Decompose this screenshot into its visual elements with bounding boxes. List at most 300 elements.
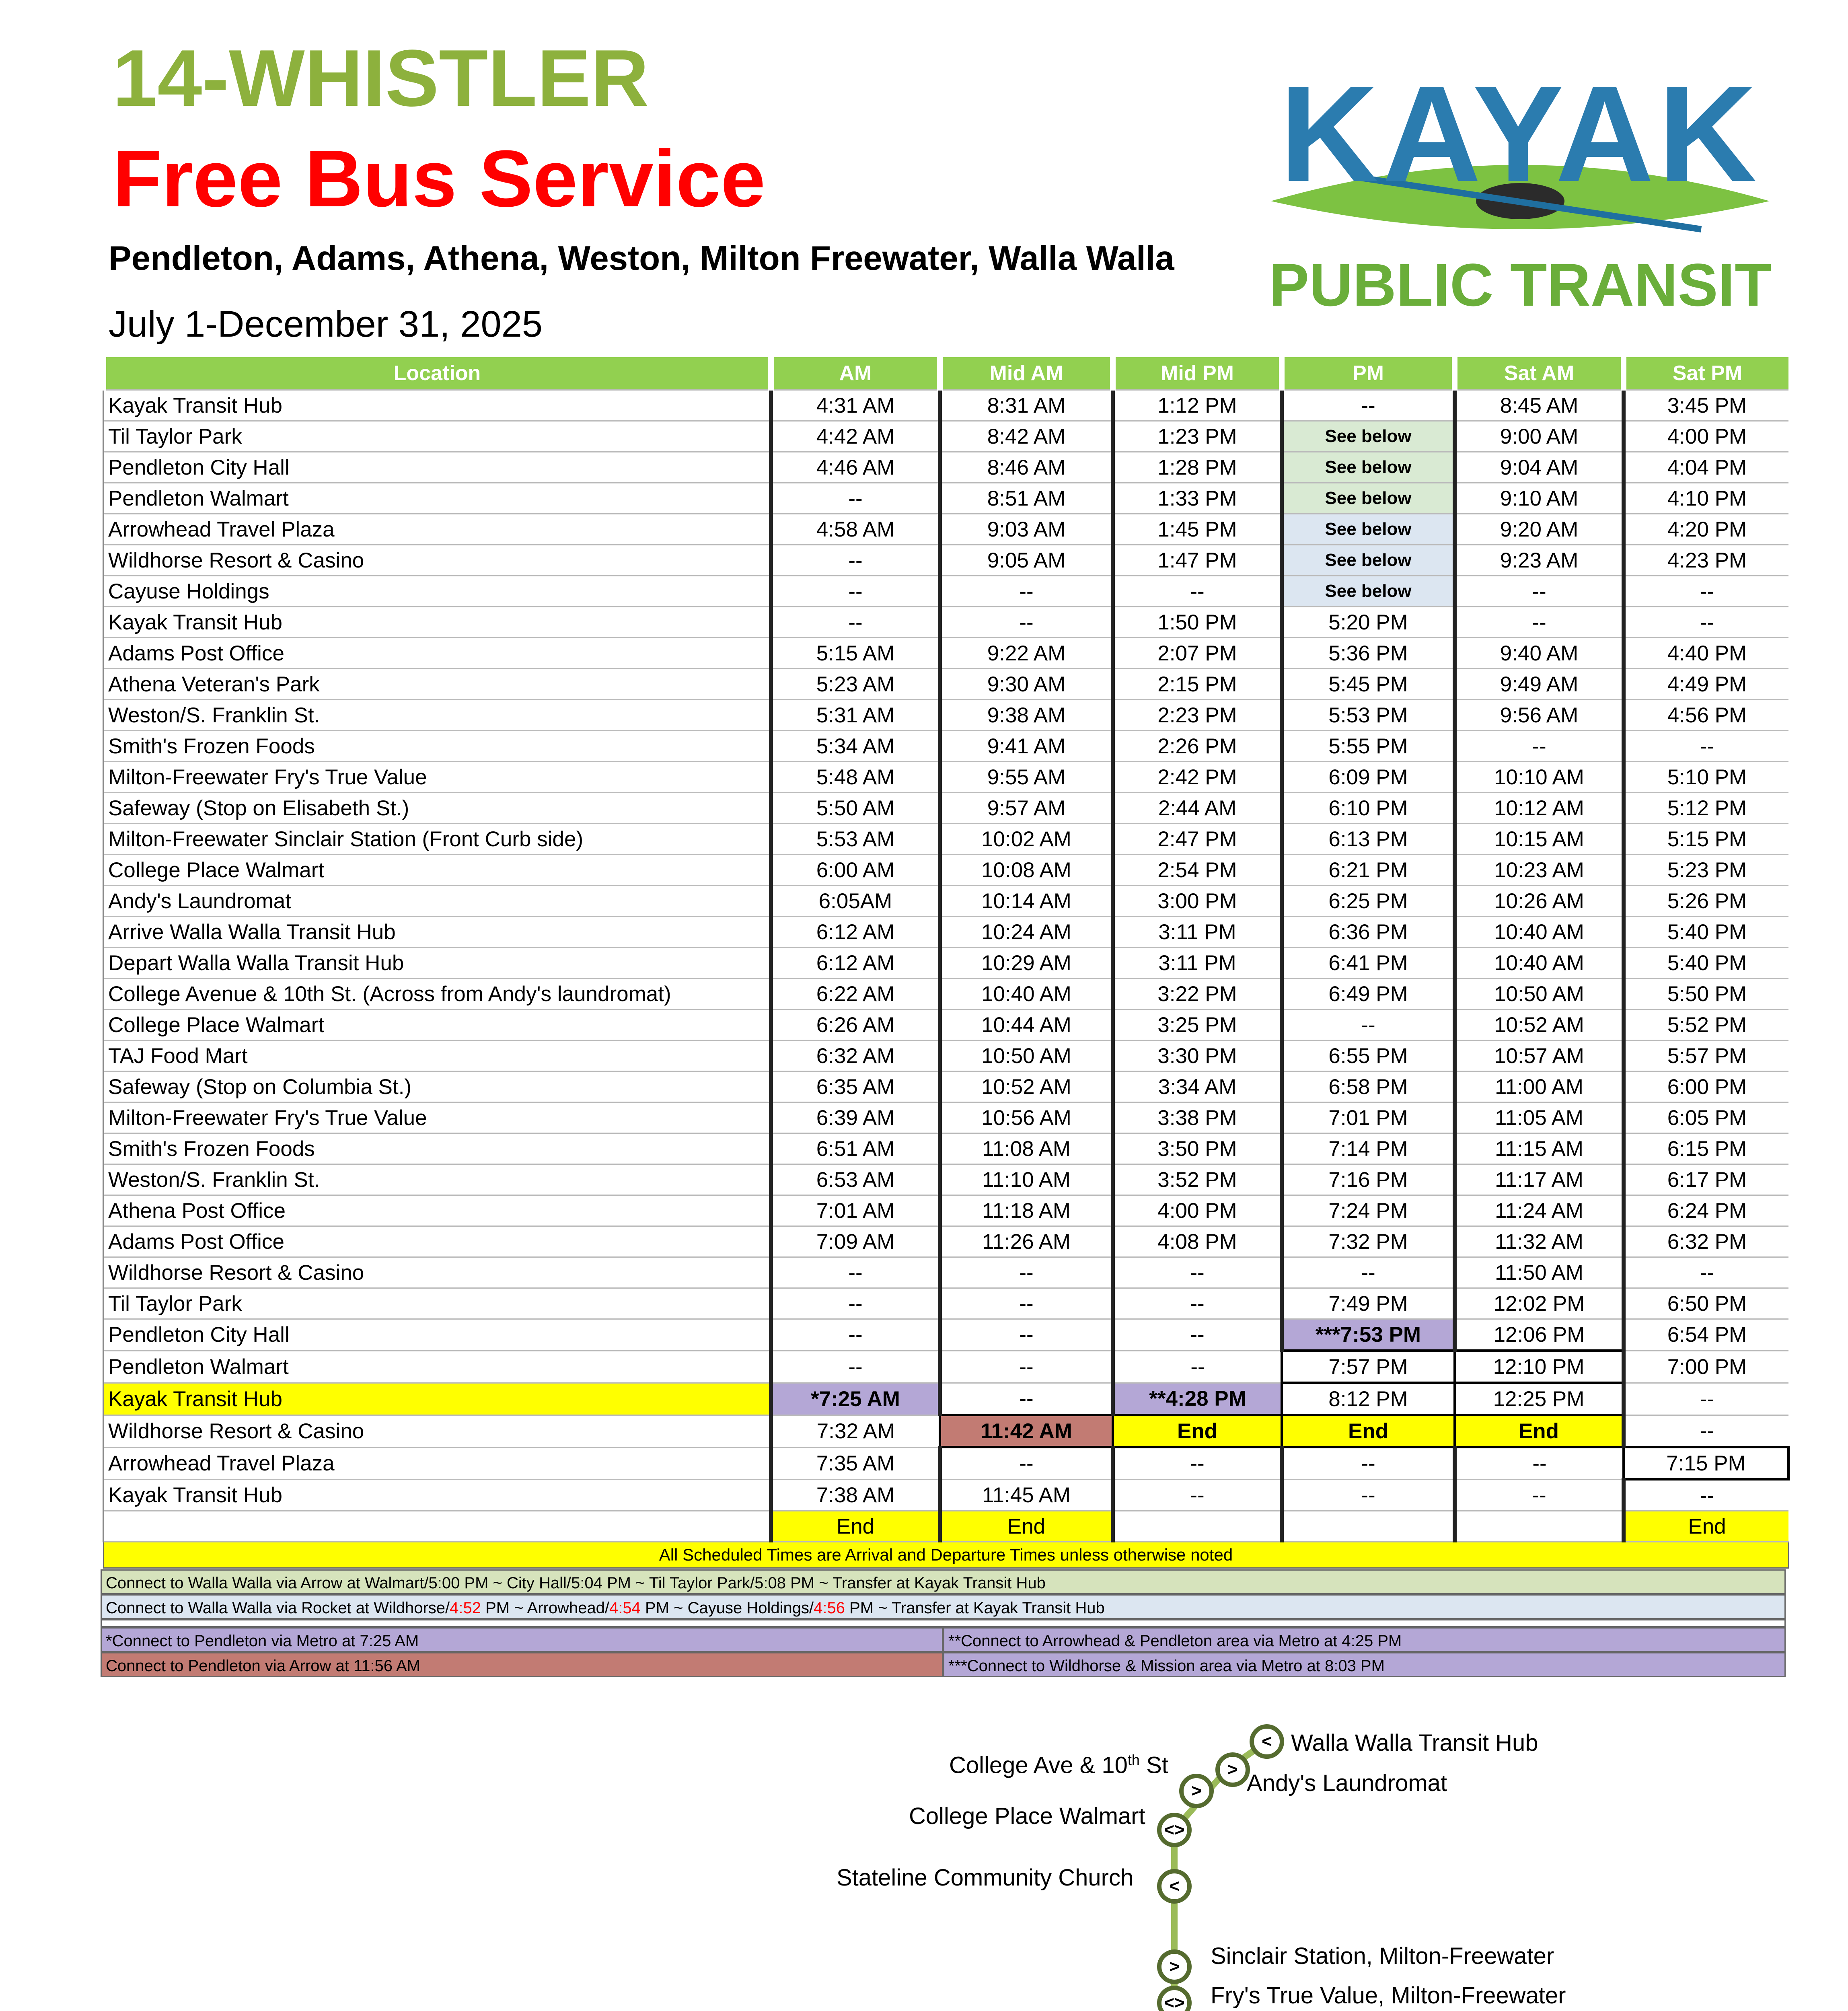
time-cell: 10:08 AM bbox=[940, 855, 1113, 886]
time-cell: 6:32 AM bbox=[771, 1040, 940, 1071]
table-row bbox=[103, 1447, 1788, 1479]
stop-name: Cayuse Holdings bbox=[103, 576, 771, 607]
stop-name: Pendleton Walmart bbox=[103, 1351, 771, 1383]
time-cell: -- bbox=[1113, 1257, 1282, 1288]
time-cell: 9:56 AM bbox=[1455, 700, 1624, 731]
time-cell: End bbox=[1282, 1415, 1455, 1447]
table-row bbox=[103, 390, 1788, 421]
label-college-ave: College Ave & 10th St bbox=[949, 1752, 1168, 1779]
time-cell: 5:23 PM bbox=[1624, 855, 1788, 886]
time-cell: 11:10 AM bbox=[940, 1164, 1113, 1195]
time-cell: 6:10 PM bbox=[1282, 793, 1455, 824]
table-row bbox=[103, 545, 1788, 576]
col-header-2: Mid AM bbox=[940, 357, 1113, 390]
time-cell: -- bbox=[1113, 1288, 1282, 1319]
time-cell: -- bbox=[1113, 1479, 1282, 1511]
time-cell: See below bbox=[1282, 452, 1455, 483]
label-stateline: Stateline Community Church bbox=[837, 1865, 1134, 1891]
time-cell: 6:26 AM bbox=[771, 1010, 940, 1040]
time-cell: 5:50 AM bbox=[771, 793, 940, 824]
note-metro-1: *Connect to Pendleton via Metro at 7:25 AM bbox=[101, 1627, 943, 1652]
stop-name: Athena Veteran's Park bbox=[103, 669, 771, 700]
stop-name bbox=[103, 1511, 771, 1542]
time-cell: -- bbox=[940, 576, 1113, 607]
stop-name: College Avenue & 10th St. (Across from Andy's laundromat) bbox=[103, 979, 771, 1010]
time-cell: 7:32 AM bbox=[771, 1415, 940, 1447]
time-cell: 11:42 AM bbox=[940, 1415, 1113, 1447]
table-row bbox=[103, 979, 1788, 1010]
time-cell: -- bbox=[771, 1319, 940, 1351]
table-row bbox=[103, 948, 1788, 979]
table-row bbox=[103, 886, 1788, 917]
time-cell: -- bbox=[1455, 607, 1624, 638]
kayak-logo-graphic bbox=[1247, 68, 1794, 326]
time-cell: 9:40 AM bbox=[1455, 638, 1624, 669]
route-map bbox=[0, 1713, 1848, 2011]
time-cell: 6:49 PM bbox=[1282, 979, 1455, 1010]
time-cell: 7:09 AM bbox=[771, 1226, 940, 1257]
kayak-logo bbox=[1247, 68, 1794, 326]
table-row bbox=[103, 1226, 1788, 1257]
time-cell: 9:00 AM bbox=[1455, 421, 1624, 452]
time-cell: 9:55 AM bbox=[940, 762, 1113, 793]
table-row bbox=[103, 731, 1788, 762]
stop-name: Depart Walla Walla Transit Hub bbox=[103, 948, 771, 979]
schedule-table bbox=[101, 357, 1790, 1569]
time-cell: 6:39 AM bbox=[771, 1102, 940, 1133]
time-cell: 3:52 PM bbox=[1113, 1164, 1282, 1195]
time-cell: 5:31 AM bbox=[771, 700, 940, 731]
time-cell bbox=[1113, 1511, 1282, 1542]
time-cell: 5:40 PM bbox=[1624, 948, 1788, 979]
time-cell: -- bbox=[771, 1257, 940, 1288]
stop-name: Milton-Freewater Sinclair Station (Front Curb side) bbox=[103, 824, 771, 855]
time-cell: -- bbox=[771, 1351, 940, 1383]
time-cell: 11:08 AM bbox=[940, 1133, 1113, 1164]
time-cell: -- bbox=[1455, 731, 1624, 762]
stop-marker-andys[interactable]: > bbox=[1215, 1752, 1250, 1787]
col-header-5: Sat AM bbox=[1455, 357, 1624, 390]
time-cell: End bbox=[940, 1511, 1113, 1542]
stop-name: Andy's Laundromat bbox=[103, 886, 771, 917]
time-cell: 10:56 AM bbox=[940, 1102, 1113, 1133]
time-cell: 6:36 PM bbox=[1282, 917, 1455, 948]
table-row bbox=[103, 514, 1788, 545]
time-cell: 9:05 AM bbox=[940, 545, 1113, 576]
time-cell: 6:54 PM bbox=[1624, 1319, 1788, 1351]
time-cell: -- bbox=[1624, 1479, 1788, 1511]
time-cell: 7:01 PM bbox=[1282, 1102, 1455, 1133]
service-title: Free Bus Service bbox=[113, 134, 766, 224]
time-cell: 10:02 AM bbox=[940, 824, 1113, 855]
stop-marker-sinclair[interactable]: > bbox=[1157, 1949, 1192, 1984]
time-cell: 5:53 AM bbox=[771, 824, 940, 855]
route-title: 14-WHISTLER bbox=[113, 33, 649, 123]
time-cell: 8:51 AM bbox=[940, 483, 1113, 514]
time-cell: 6:15 PM bbox=[1624, 1133, 1788, 1164]
time-cell: 3:45 PM bbox=[1624, 390, 1788, 421]
time-cell: 5:15 AM bbox=[771, 638, 940, 669]
time-cell: -- bbox=[1624, 607, 1788, 638]
time-cell: 11:45 AM bbox=[940, 1479, 1113, 1511]
time-cell: 2:54 PM bbox=[1113, 855, 1282, 886]
time-cell: 2:42 PM bbox=[1113, 762, 1282, 793]
time-cell: 6:05AM bbox=[771, 886, 940, 917]
time-cell: 8:46 AM bbox=[940, 452, 1113, 483]
time-cell: 2:26 PM bbox=[1113, 731, 1282, 762]
time-cell: End bbox=[1624, 1511, 1788, 1542]
note-metro-3: ***Connect to Wildhorse & Mission area via Metro at 8:03 PM bbox=[943, 1652, 1786, 1677]
time-cell: 4:49 PM bbox=[1624, 669, 1788, 700]
time-cell: 3:11 PM bbox=[1113, 948, 1282, 979]
time-cell: 4:31 AM bbox=[771, 390, 940, 421]
time-cell: 3:22 PM bbox=[1113, 979, 1282, 1010]
time-cell: 6:24 PM bbox=[1624, 1195, 1788, 1226]
time-cell: -- bbox=[771, 1288, 940, 1319]
time-cell: 11:18 AM bbox=[940, 1195, 1113, 1226]
time-cell: 11:17 AM bbox=[1455, 1164, 1624, 1195]
time-cell: -- bbox=[771, 483, 940, 514]
time-cell: See below bbox=[1282, 483, 1455, 514]
time-cell: 6:53 AM bbox=[771, 1164, 940, 1195]
time-cell: 6:41 PM bbox=[1282, 948, 1455, 979]
time-cell: 7:35 AM bbox=[771, 1447, 940, 1479]
schedule-footnote: All Scheduled Times are Arrival and Departure Times unless otherwise noted bbox=[103, 1542, 1788, 1568]
time-cell: 7:32 PM bbox=[1282, 1226, 1455, 1257]
time-cell: -- bbox=[940, 1383, 1113, 1415]
col-header-0: Location bbox=[103, 357, 771, 390]
time-cell: 12:25 PM bbox=[1455, 1383, 1624, 1415]
time-cell: -- bbox=[1624, 576, 1788, 607]
time-cell: -- bbox=[1455, 1447, 1624, 1479]
time-cell: 6:09 PM bbox=[1282, 762, 1455, 793]
stop-name: Pendleton City Hall bbox=[103, 1319, 771, 1351]
time-cell: 12:10 PM bbox=[1455, 1351, 1624, 1383]
time-cell: -- bbox=[1624, 731, 1788, 762]
stop-name: Adams Post Office bbox=[103, 1226, 771, 1257]
time-cell: 5:48 AM bbox=[771, 762, 940, 793]
table-row bbox=[103, 1288, 1788, 1319]
stop-name: Til Taylor Park bbox=[103, 421, 771, 452]
stop-name: Pendleton City Hall bbox=[103, 452, 771, 483]
time-cell: -- bbox=[771, 576, 940, 607]
stop-name: College Place Walmart bbox=[103, 1010, 771, 1040]
time-cell: 9:22 AM bbox=[940, 638, 1113, 669]
time-cell: 3:50 PM bbox=[1113, 1133, 1282, 1164]
time-cell: 8:45 AM bbox=[1455, 390, 1624, 421]
stop-name: Wildhorse Resort & Casino bbox=[103, 1415, 771, 1447]
time-cell: *7:25 AM bbox=[771, 1383, 940, 1415]
time-cell: 9:20 AM bbox=[1455, 514, 1624, 545]
time-cell: 5:23 AM bbox=[771, 669, 940, 700]
time-cell: 10:24 AM bbox=[940, 917, 1113, 948]
time-cell: -- bbox=[1113, 576, 1282, 607]
logo-word: KAYAK bbox=[1279, 68, 1761, 210]
time-cell: 5:12 PM bbox=[1624, 793, 1788, 824]
stop-name: Arrive Walla Walla Transit Hub bbox=[103, 917, 771, 948]
time-cell: 4:46 AM bbox=[771, 452, 940, 483]
time-cell: 5:40 PM bbox=[1624, 917, 1788, 948]
schedule-header-row bbox=[103, 357, 1788, 390]
time-cell: 5:20 PM bbox=[1282, 607, 1455, 638]
time-cell: -- bbox=[1282, 1010, 1455, 1040]
time-cell: -- bbox=[1624, 1257, 1788, 1288]
stop-marker-wwhub[interactable]: < bbox=[1250, 1724, 1284, 1759]
time-cell bbox=[1455, 1511, 1624, 1542]
time-cell: 11:24 AM bbox=[1455, 1195, 1624, 1226]
stop-name: Wildhorse Resort & Casino bbox=[103, 545, 771, 576]
time-cell: 9:03 AM bbox=[940, 514, 1113, 545]
time-cell: 12:06 PM bbox=[1455, 1319, 1624, 1351]
time-cell: 11:32 AM bbox=[1455, 1226, 1624, 1257]
time-cell: 1:50 PM bbox=[1113, 607, 1282, 638]
time-cell: 10:12 AM bbox=[1455, 793, 1624, 824]
time-cell: 1:33 PM bbox=[1113, 483, 1282, 514]
table-row bbox=[103, 1479, 1788, 1511]
table-row bbox=[103, 1195, 1788, 1226]
label-frys: Fry's True Value, Milton-Freewater bbox=[1211, 1982, 1566, 2009]
table-row bbox=[103, 824, 1788, 855]
time-cell: -- bbox=[940, 1257, 1113, 1288]
stop-name: College Place Walmart bbox=[103, 855, 771, 886]
time-cell: 6:13 PM bbox=[1282, 824, 1455, 855]
time-cell: See below bbox=[1282, 545, 1455, 576]
time-cell: 4:00 PM bbox=[1113, 1195, 1282, 1226]
time-cell: End bbox=[1455, 1415, 1624, 1447]
time-cell: See below bbox=[1282, 576, 1455, 607]
time-cell: 2:44 AM bbox=[1113, 793, 1282, 824]
stop-name: Weston/S. Franklin St. bbox=[103, 1164, 771, 1195]
time-cell: -- bbox=[1624, 1415, 1788, 1447]
time-cell: 4:23 PM bbox=[1624, 545, 1788, 576]
stop-marker-stateline[interactable]: < bbox=[1157, 1869, 1192, 1904]
date-range: July 1-December 31, 2025 bbox=[109, 304, 543, 345]
time-cell: 1:23 PM bbox=[1113, 421, 1282, 452]
time-cell: 7:16 PM bbox=[1282, 1164, 1455, 1195]
note-spacer bbox=[101, 1619, 1786, 1627]
time-cell: 5:53 PM bbox=[1282, 700, 1455, 731]
time-cell: 11:26 AM bbox=[940, 1226, 1113, 1257]
time-cell: 6:58 PM bbox=[1282, 1071, 1455, 1102]
table-row bbox=[103, 1102, 1788, 1133]
table-row bbox=[103, 1257, 1788, 1288]
time-cell: 10:15 AM bbox=[1455, 824, 1624, 855]
time-cell: 6:51 AM bbox=[771, 1133, 940, 1164]
stop-name: Til Taylor Park bbox=[103, 1288, 771, 1319]
time-cell: **4:28 PM bbox=[1113, 1383, 1282, 1415]
time-cell: 11:00 AM bbox=[1455, 1071, 1624, 1102]
time-cell: 9:23 AM bbox=[1455, 545, 1624, 576]
time-cell: 9:41 AM bbox=[940, 731, 1113, 762]
time-cell: 6:55 PM bbox=[1282, 1040, 1455, 1071]
stop-name: Kayak Transit Hub bbox=[103, 390, 771, 421]
stop-marker-frys[interactable]: <> bbox=[1157, 1986, 1192, 2011]
time-cell: 5:26 PM bbox=[1624, 886, 1788, 917]
time-cell: 3:25 PM bbox=[1113, 1010, 1282, 1040]
time-cell: End bbox=[771, 1511, 940, 1542]
time-cell: -- bbox=[940, 1447, 1113, 1479]
time-cell: 5:34 AM bbox=[771, 731, 940, 762]
table-row bbox=[103, 638, 1788, 669]
time-cell: 10:57 AM bbox=[1455, 1040, 1624, 1071]
time-cell: -- bbox=[1282, 1257, 1455, 1288]
stop-name: Arrowhead Travel Plaza bbox=[103, 1447, 771, 1479]
label-andys: Andy's Laundromat bbox=[1247, 1770, 1447, 1796]
table-row bbox=[103, 1133, 1788, 1164]
time-cell: 7:38 AM bbox=[771, 1479, 940, 1511]
time-cell: 7:24 PM bbox=[1282, 1195, 1455, 1226]
label-sinclair: Sinclair Station, Milton-Freewater bbox=[1211, 1943, 1554, 1969]
time-cell: 11:05 AM bbox=[1455, 1102, 1624, 1133]
time-cell: See below bbox=[1282, 514, 1455, 545]
time-cell: 1:12 PM bbox=[1113, 390, 1282, 421]
towns-subtitle: Pendleton, Adams, Athena, Weston, Milton Freewater, Walla Walla bbox=[109, 239, 1174, 278]
time-cell: ***7:53 PM bbox=[1282, 1319, 1455, 1351]
stop-name: Arrowhead Travel Plaza bbox=[103, 514, 771, 545]
time-cell: 4:40 PM bbox=[1624, 638, 1788, 669]
time-cell: See below bbox=[1282, 421, 1455, 452]
time-cell: -- bbox=[1455, 1479, 1624, 1511]
time-cell: -- bbox=[771, 607, 940, 638]
time-cell bbox=[1282, 1511, 1455, 1542]
time-cell: -- bbox=[1455, 576, 1624, 607]
table-row bbox=[103, 917, 1788, 948]
table-row bbox=[103, 452, 1788, 483]
time-cell: -- bbox=[940, 607, 1113, 638]
table-row bbox=[103, 700, 1788, 731]
table-row bbox=[103, 1071, 1788, 1102]
stop-name: Pendleton Walmart bbox=[103, 483, 771, 514]
note-rocket: Connect to Walla Walla via Rocket at Wildhorse/4:52 PM ~ Arrowhead/4:54 PM ~ Cayuse Holdings/4:56 PM ~ Transfer at Kayak Transit Hub bbox=[101, 1594, 1786, 1619]
time-cell: 2:15 PM bbox=[1113, 669, 1282, 700]
time-cell: -- bbox=[940, 1319, 1113, 1351]
time-cell: 6:35 AM bbox=[771, 1071, 940, 1102]
note-arrow: Connect to Pendleton via Arrow at 11:56 AM bbox=[101, 1652, 943, 1677]
table-row bbox=[103, 1415, 1788, 1447]
stop-name: Kayak Transit Hub bbox=[103, 607, 771, 638]
time-cell: 4:10 PM bbox=[1624, 483, 1788, 514]
time-cell: 11:15 AM bbox=[1455, 1133, 1624, 1164]
time-cell: -- bbox=[1282, 1479, 1455, 1511]
time-cell: 2:07 PM bbox=[1113, 638, 1282, 669]
stop-name: Safeway (Stop on Columbia St.) bbox=[103, 1071, 771, 1102]
time-cell: 6:00 PM bbox=[1624, 1071, 1788, 1102]
time-cell: 6:05 PM bbox=[1624, 1102, 1788, 1133]
stop-marker-college-ave[interactable]: > bbox=[1179, 1774, 1214, 1808]
time-cell: 7:14 PM bbox=[1282, 1133, 1455, 1164]
table-row bbox=[103, 1511, 1788, 1542]
time-cell: 4:58 AM bbox=[771, 514, 940, 545]
time-cell: 6:12 AM bbox=[771, 948, 940, 979]
col-header-1: AM bbox=[771, 357, 940, 390]
stop-name: TAJ Food Mart bbox=[103, 1040, 771, 1071]
time-cell: 6:22 AM bbox=[771, 979, 940, 1010]
table-row bbox=[103, 483, 1788, 514]
time-cell: 6:21 PM bbox=[1282, 855, 1455, 886]
time-cell: 6:25 PM bbox=[1282, 886, 1455, 917]
time-cell: -- bbox=[940, 1288, 1113, 1319]
time-cell: 4:00 PM bbox=[1624, 421, 1788, 452]
time-cell: 5:55 PM bbox=[1282, 731, 1455, 762]
time-cell: -- bbox=[1113, 1351, 1282, 1383]
time-cell: 12:02 PM bbox=[1455, 1288, 1624, 1319]
time-cell: 9:04 AM bbox=[1455, 452, 1624, 483]
time-cell: 4:42 AM bbox=[771, 421, 940, 452]
schedule-body bbox=[103, 390, 1788, 1542]
time-cell: 1:28 PM bbox=[1113, 452, 1282, 483]
note-metro-2: **Connect to Arrowhead & Pendleton area via Metro at 4:25 PM bbox=[943, 1627, 1786, 1652]
time-cell: 9:10 AM bbox=[1455, 483, 1624, 514]
stop-name: Safeway (Stop on Elisabeth St.) bbox=[103, 793, 771, 824]
col-header-6: Sat PM bbox=[1624, 357, 1788, 390]
time-cell: 5:57 PM bbox=[1624, 1040, 1788, 1071]
time-cell: 10:52 AM bbox=[1455, 1010, 1624, 1040]
table-row bbox=[103, 762, 1788, 793]
time-cell: 2:23 PM bbox=[1113, 700, 1282, 731]
col-header-3: Mid PM bbox=[1113, 357, 1282, 390]
time-cell: 3:38 PM bbox=[1113, 1102, 1282, 1133]
time-cell: 8:12 PM bbox=[1282, 1383, 1455, 1415]
time-cell: 7:49 PM bbox=[1282, 1288, 1455, 1319]
time-cell: 10:40 AM bbox=[1455, 917, 1624, 948]
time-cell: 10:29 AM bbox=[940, 948, 1113, 979]
time-cell: 9:57 AM bbox=[940, 793, 1113, 824]
time-cell: 7:57 PM bbox=[1282, 1351, 1455, 1383]
time-cell: 5:36 PM bbox=[1282, 638, 1455, 669]
route-line bbox=[0, 1713, 1848, 2011]
time-cell: 7:01 AM bbox=[771, 1195, 940, 1226]
table-row bbox=[103, 1164, 1788, 1195]
time-cell: End bbox=[1113, 1415, 1282, 1447]
time-cell: 10:44 AM bbox=[940, 1010, 1113, 1040]
stop-marker-cp-walmart[interactable]: <> bbox=[1157, 1813, 1192, 1847]
table-row bbox=[103, 1319, 1788, 1351]
table-row bbox=[103, 421, 1788, 452]
time-cell: 4:08 PM bbox=[1113, 1226, 1282, 1257]
time-cell: 5:45 PM bbox=[1282, 669, 1455, 700]
time-cell: 4:20 PM bbox=[1624, 514, 1788, 545]
time-cell: 2:47 PM bbox=[1113, 824, 1282, 855]
time-cell: 6:32 PM bbox=[1624, 1226, 1788, 1257]
time-cell: 10:40 AM bbox=[1455, 948, 1624, 979]
time-cell: -- bbox=[1113, 1447, 1282, 1479]
time-cell: -- bbox=[1282, 390, 1455, 421]
table-row bbox=[103, 607, 1788, 638]
time-cell: 10:26 AM bbox=[1455, 886, 1624, 917]
time-cell: 10:52 AM bbox=[940, 1071, 1113, 1102]
time-cell: 5:10 PM bbox=[1624, 762, 1788, 793]
logo-subtext: PUBLIC TRANSIT bbox=[1269, 251, 1772, 319]
time-cell: 4:56 PM bbox=[1624, 700, 1788, 731]
stop-name: Kayak Transit Hub bbox=[103, 1383, 771, 1415]
time-cell: -- bbox=[940, 1351, 1113, 1383]
time-cell: 10:10 AM bbox=[1455, 762, 1624, 793]
time-cell: 10:50 AM bbox=[940, 1040, 1113, 1071]
table-row bbox=[103, 1010, 1788, 1040]
time-cell: -- bbox=[1282, 1447, 1455, 1479]
time-cell: 3:11 PM bbox=[1113, 917, 1282, 948]
time-cell: 9:38 AM bbox=[940, 700, 1113, 731]
time-cell: 6:12 AM bbox=[771, 917, 940, 948]
time-cell: 7:15 PM bbox=[1624, 1447, 1788, 1479]
time-cell: 6:17 PM bbox=[1624, 1164, 1788, 1195]
table-row bbox=[103, 1351, 1788, 1383]
time-cell: 3:30 PM bbox=[1113, 1040, 1282, 1071]
stop-name: Weston/S. Franklin St. bbox=[103, 700, 771, 731]
time-cell: 1:47 PM bbox=[1113, 545, 1282, 576]
note-walmart: Connect to Walla Walla via Arrow at Walmart/5:00 PM ~ City Hall/5:04 PM ~ Til Taylor Park/5:08 PM ~ Transfer at Kayak Transit Hub bbox=[101, 1569, 1786, 1594]
table-row bbox=[103, 793, 1788, 824]
